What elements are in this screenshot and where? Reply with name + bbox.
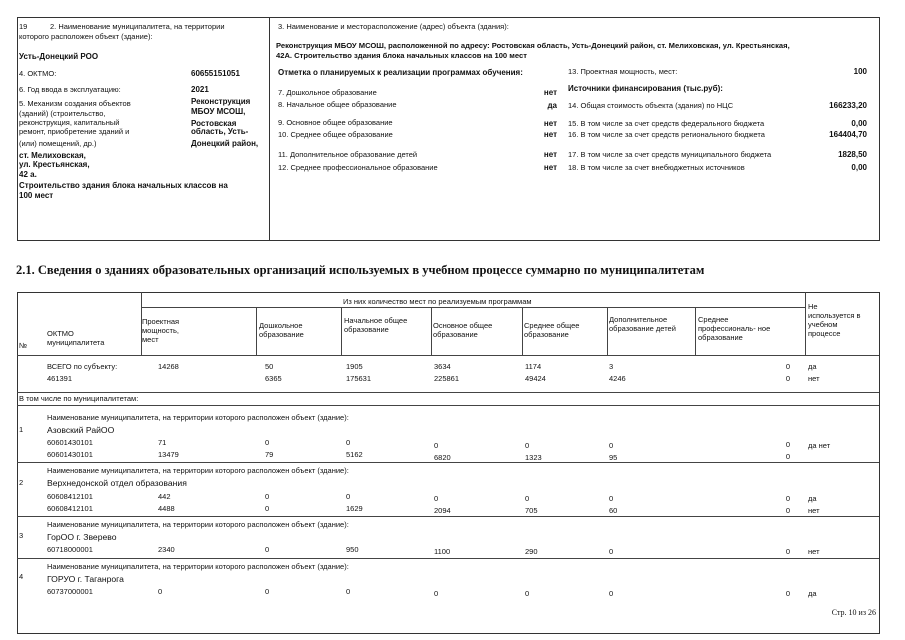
table-cell: 60608412101 (47, 492, 93, 501)
table-cell: 0 (346, 492, 351, 501)
header-secondary-2: образование (524, 330, 569, 339)
table-cell: 705 (525, 506, 538, 515)
funding-value-17: 1828,50 (838, 150, 867, 159)
field-19-number: 19 (19, 22, 28, 31)
header-unused-2: используется в (808, 311, 861, 320)
group-name-4: ГОРУО г. Таганрога (47, 574, 124, 584)
muni-label: Наименование муниципалитета, на территории которого расположен объект (здание): (47, 520, 349, 529)
table-cell: 0 (265, 545, 270, 554)
header-vocational-1: Среднее (698, 315, 729, 324)
table-cell: 0 (265, 504, 270, 513)
table-cell: 95 (609, 453, 618, 462)
table-cell: 0 (434, 494, 439, 503)
table-cell: 175631 (346, 374, 372, 383)
mun-label-line1: 2. Наименование муниципалитета, на территории (50, 22, 225, 31)
group-num-1: 1 (19, 425, 24, 434)
table-cell: 60601430101 (47, 438, 93, 447)
table-cell: 5162 (346, 450, 363, 459)
muni-label: Наименование муниципалитета, на территории которого расположен объект (здание): (47, 413, 349, 422)
table-cell: 461391 (47, 374, 73, 383)
program-value-7: нет (543, 88, 557, 97)
header-col-line-2 (256, 307, 257, 355)
table-cell: 0 (785, 374, 790, 383)
header-preschool-2: образование (259, 330, 304, 339)
table-cell: да (808, 362, 817, 371)
table-cell: 0 (346, 587, 351, 596)
header-basic-2: образование (433, 330, 478, 339)
table-cell: 2340 (158, 545, 175, 554)
oktmo-value: 60655151051 (191, 69, 240, 78)
table-cell: 1100 (434, 547, 451, 556)
header-additional-2: образование детей (609, 324, 676, 333)
funding-value-14: 166233,20 (829, 101, 867, 110)
table-cell: 0 (785, 506, 790, 515)
funding-label-18: 18. В том числе за счет внебюджетных источников (568, 163, 745, 172)
addr-line1: Реконструкция МБОУ МСОШ, расположенной по адресу: Ростовская область, Усть-Донецкий район, ст. Мелиховская, ул. Крестьянская, (276, 41, 790, 50)
program-value-10: нет (543, 130, 557, 139)
group-num-3: 3 (19, 531, 24, 540)
year-value: 2021 (191, 85, 209, 94)
funding-value-18: 0,00 (851, 163, 867, 172)
table-cell: 1629 (346, 504, 363, 513)
mech-cont-5: 100 мест (19, 191, 54, 200)
table-cell: 49424 (525, 374, 546, 383)
addr-line2: 42А. Строительство здания блока начальных классов на 100 мест (276, 51, 527, 60)
header-capacity-2: мощность, (142, 326, 179, 335)
table-cell: 0 (785, 547, 790, 556)
muni-intro: В том числе по муниципалитетам: (19, 394, 139, 403)
table-cell: 1905 (346, 362, 363, 371)
table-cell: 13479 (158, 450, 179, 459)
table-cell: 4246 (609, 374, 626, 383)
funding-label-15: 15. В том числе за счет средств федерального бюджета (568, 119, 765, 128)
row-separator (17, 558, 879, 559)
table-cell: 0 (525, 494, 530, 503)
program-label-7: 7. Дошкольное образование (278, 88, 377, 97)
header-capacity-1: Проектная (142, 317, 180, 326)
table-cell: 225861 (434, 374, 460, 383)
header-group: Из них количество мест по реализуемым программам (343, 297, 532, 306)
program-value-8: да (547, 101, 557, 110)
capacity-value: 100 (853, 67, 867, 76)
table-cell: 0 (785, 452, 790, 461)
program-label-9: 9. Основное общее образование (278, 118, 393, 127)
table-cell: 0 (525, 589, 530, 598)
funding-value-16: 164404,70 (829, 130, 867, 139)
header-group-line (141, 307, 805, 308)
table-cell: 0 (609, 547, 614, 556)
group-name-3: ГорОО г. Зверево (47, 532, 117, 542)
header-vocational-3: образование (698, 333, 743, 342)
header-preschool-1: Дошкольное (259, 321, 303, 330)
section-title: 2.1. Сведения о зданиях образовательных организаций используемых в учебном процессе суммарно по муниципалитетам (16, 263, 705, 277)
table-cell: нет (808, 374, 820, 383)
table-cell: 0 (785, 440, 790, 449)
program-value-9: нет (543, 119, 557, 128)
funding-label-17: 17. В том числе за счет средств муниципального бюджета (568, 150, 772, 159)
mun-value: Усть-Донецкий РОО (19, 52, 99, 61)
table-cell: 0 (785, 362, 790, 371)
program-label-11: 11. Дополнительное образование детей (278, 150, 418, 159)
muni-label: Наименование муниципалитета, на территории которого расположен объект (здание): (47, 466, 349, 475)
program-value-11: нет (543, 150, 557, 159)
table-cell: 290 (525, 547, 538, 556)
header-oktmo-2: муниципалитета (47, 338, 105, 347)
table-cell: нет (808, 506, 820, 515)
header-additional-1: Дополнительное (609, 315, 668, 324)
table-cell: 0 (785, 494, 790, 503)
table-cell: 2094 (434, 506, 451, 515)
oktmo-label: 4. ОКТМО: (19, 69, 57, 78)
table-cell: 0 (609, 441, 614, 450)
year-label: 6. Год ввода в эксплуатацию: (19, 85, 121, 94)
table-cell: 60718000001 (47, 545, 93, 554)
header-col-line-8 (805, 292, 806, 355)
table-cell: 60737000001 (47, 587, 93, 596)
program-label-8: 8. Начальное общее образование (278, 100, 397, 109)
header-col-line-7 (695, 307, 696, 355)
table-cell: 6365 (265, 374, 282, 383)
table-cell: 0 (785, 589, 790, 598)
table-cell: 0 (158, 587, 163, 596)
row-separator (17, 405, 879, 406)
header-primary-1: Начальное общее (344, 316, 408, 325)
header-col-line-3 (341, 307, 342, 355)
mech-value-4: область, Усть- (191, 127, 249, 136)
mech-cont-1: ст. Мелиховская, (19, 151, 86, 160)
mech-value-2: МБОУ МСОШ, (191, 107, 246, 116)
mech-label-4: ремонт, приобретение зданий и (19, 127, 130, 136)
funding-value-15: 0,00 (851, 119, 867, 128)
program-label-10: 10. Среднее общее образование (278, 130, 393, 139)
table-cell: 0 (265, 587, 270, 596)
table-cell: 0 (609, 494, 614, 503)
funding-title: Источники финансирования (тыс.руб): (568, 84, 723, 93)
header-col-line-4 (431, 307, 432, 355)
table-cell: 1323 (525, 453, 542, 462)
table-cell: да нет (808, 441, 831, 450)
header-capacity-3: мест (142, 335, 159, 344)
mech-label-2: (зданий) (строительство, (19, 109, 106, 118)
funding-label-14: 14. Общая стоимость объекта (здания) по НЦС (568, 101, 734, 110)
mech-value-3: Ростовская (191, 119, 237, 128)
program-value-12: нет (543, 163, 557, 172)
mech-label-5: (или) помещений, др.) (19, 139, 97, 148)
program-label-12: 12. Среднее профессиональное образование (278, 163, 438, 172)
group-num-2: 2 (19, 478, 24, 487)
mech-cont-3: 42 а. (19, 170, 37, 179)
object-card-divider (269, 17, 270, 240)
table-cell: да (808, 494, 817, 503)
table-cell: 60 (609, 506, 618, 515)
capacity-label: 13. Проектная мощность, мест: (568, 67, 678, 76)
table-cell: 4488 (158, 504, 175, 513)
mech-cont-4: Строительство здания блока начальных классов на (19, 181, 228, 190)
table-cell: 950 (346, 545, 359, 554)
row-separator (17, 392, 879, 393)
row-separator (17, 516, 879, 517)
group-name-1: Азовский РайОО (47, 425, 115, 435)
funding-label-16: 16. В том числе за счет средств регионального бюджета (568, 130, 765, 139)
group-num-4: 4 (19, 572, 24, 581)
table-cell: 14268 (158, 362, 179, 371)
table-cell: 0 (346, 438, 351, 447)
table-cell: 3634 (434, 362, 451, 371)
table-cell: 6820 (434, 453, 451, 462)
group-name-2: Верхнедонской отдел образования (47, 478, 187, 488)
header-num: № (19, 341, 28, 350)
table-cell: 0 (525, 441, 530, 450)
page-number: Стр. 10 из 26 (831, 608, 876, 617)
table-cell: 0 (609, 589, 614, 598)
table-cell: 0 (434, 441, 439, 450)
header-vocational-2: профессиональ- ное (698, 324, 771, 333)
mech-value-5: Донецкий район, (191, 139, 259, 148)
header-bottom-line (17, 355, 879, 356)
table-cell: да (808, 589, 817, 598)
table-cell: 60601430101 (47, 450, 93, 459)
table-cell: 0 (434, 589, 439, 598)
header-secondary-1: Среднее общее (524, 321, 580, 330)
header-unused-1: Не (808, 302, 818, 311)
table-cell: 0 (265, 492, 270, 501)
header-col-line-6 (607, 307, 608, 355)
table-cell: 50 (265, 362, 274, 371)
header-col-line-5 (522, 307, 523, 355)
header-primary-2: образование (344, 325, 389, 334)
table-cell: 1174 (525, 362, 542, 371)
header-unused-4: процессе (808, 329, 841, 338)
header-basic-1: Основное общее (433, 321, 493, 330)
total-label: ВСЕГО по субъекту: (47, 362, 118, 371)
addr-label: 3. Наименование и месторасположение (адрес) объекта (здания): (278, 22, 509, 31)
table-cell: нет (808, 547, 820, 556)
row-separator (17, 462, 879, 463)
mun-label-line2: которого расположен объект (здание): (19, 32, 153, 41)
programs-title: Отметка о планируемых к реализации программах обучения: (278, 68, 523, 77)
table-cell: 3 (609, 362, 614, 371)
mech-label-3: реконструкция, капитальный (19, 118, 120, 127)
mech-label-1: 5. Механизм создания объектов (19, 99, 131, 108)
mech-cont-2: ул. Крестьянская, (19, 160, 90, 169)
header-oktmo-1: ОКТМО (47, 329, 74, 338)
header-unused-3: учебном (808, 320, 838, 329)
table-cell: 71 (158, 438, 167, 447)
mech-value-1: Реконструкция (191, 97, 251, 106)
table-cell: 442 (158, 492, 171, 501)
table-cell: 0 (265, 438, 270, 447)
muni-label: Наименование муниципалитета, на территории которого расположен объект (здание): (47, 562, 349, 571)
table-cell: 60608412101 (47, 504, 93, 513)
table-cell: 79 (265, 450, 274, 459)
